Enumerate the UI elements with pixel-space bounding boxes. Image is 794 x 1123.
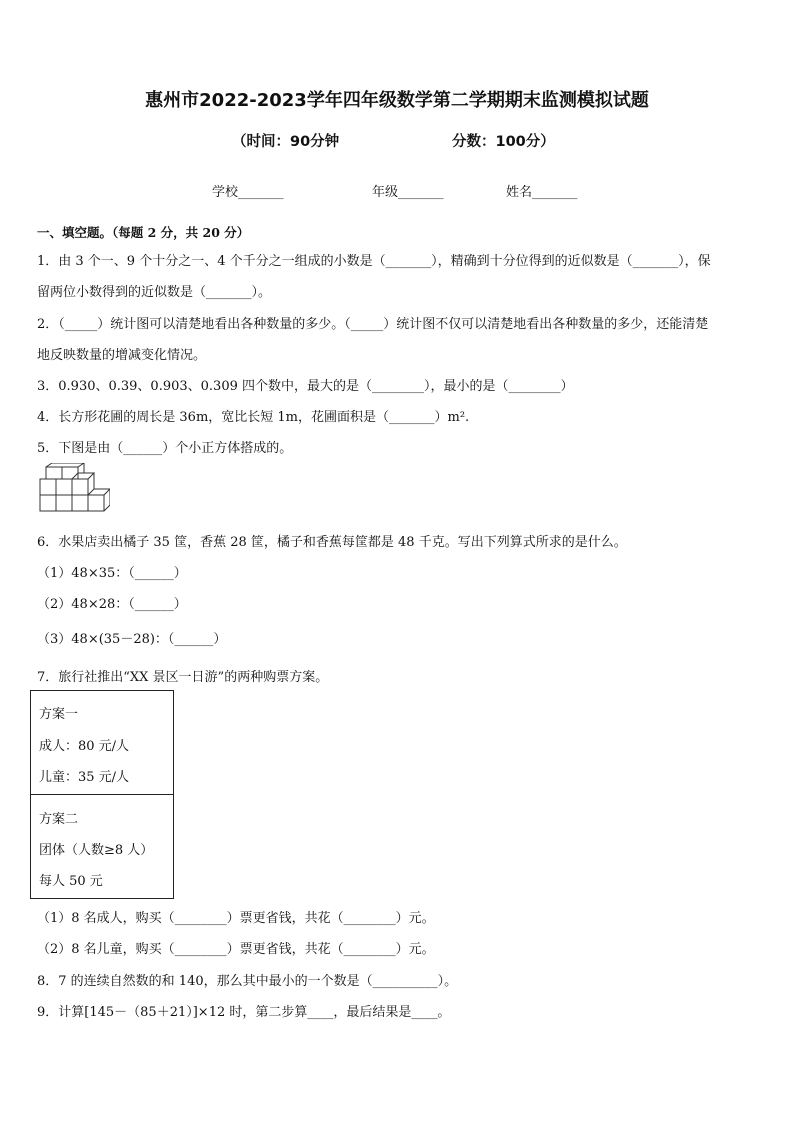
school-field: 学校_______ bbox=[212, 185, 284, 200]
question-4: 4．长方形花圃的周长是 36m，宽比长短 1m，花圃面积是（_______）m². bbox=[37, 410, 470, 425]
plan-two-price: 每人 50 元 bbox=[39, 874, 103, 889]
name-field: 姓名_______ bbox=[506, 185, 578, 200]
question-6-part-3: （3）48×(35－28)：（______） bbox=[37, 632, 227, 647]
plan-one-child-price: 儿童：35 元/人 bbox=[39, 770, 130, 785]
grade-field: 年级_______ bbox=[372, 185, 444, 200]
question-7-part-2: （2）8 名儿童，购买（________）票更省钱，共花（________）元。 bbox=[37, 942, 435, 957]
question-1-line-1: 1．由 3 个一、9 个十分之一、4 个千分之一组成的小数是（_______），精确到十分位得到的近似数是（_______），保 bbox=[37, 254, 711, 269]
question-6: 6．水果店卖出橘子 35 筐，香蕉 28 筐，橘子和香蕉每筐都是 48 千克。写出下列算式所求的是什么。 bbox=[37, 535, 627, 550]
question-3: 3．0.930、0.39、0.903、0.309 四个数中，最大的是（________），最小的是（________） bbox=[37, 379, 574, 394]
cube-stack-figure bbox=[38, 463, 110, 515]
plan-two-title: 方案二 bbox=[39, 812, 79, 827]
question-2-line-2: 地反映数量的增减变化情况。 bbox=[37, 348, 207, 363]
plan-one-adult-price: 成人：80 元/人 bbox=[39, 739, 130, 754]
page-title: 惠州市2022-2023学年四年级数学第二学期期末监测模拟试题 bbox=[145, 90, 649, 111]
question-1-line-2: 留两位小数得到的近似数是（_______）。 bbox=[37, 285, 272, 300]
plan-one-box bbox=[30, 690, 174, 795]
question-8: 8．7 的连续自然数的和 140，那么其中最小的一个数是（__________）。 bbox=[37, 974, 458, 989]
plan-one-title: 方案一 bbox=[39, 707, 79, 722]
question-6-part-1: （1）48×35：（______） bbox=[37, 566, 187, 581]
question-6-part-2: （2）48×28：（______） bbox=[37, 597, 187, 612]
plan-two-group-rule: 团体（人数≥8 人） bbox=[39, 843, 154, 858]
question-7-part-1: （1）8 名成人，购买（________）票更省钱，共花（________）元。 bbox=[37, 911, 435, 926]
exam-score: 分数：100分） bbox=[452, 134, 555, 150]
plan-two-box bbox=[30, 794, 174, 899]
question-9: 9．计算[145－（85＋21）]×12 时，第二步算____，最后结果是____。 bbox=[37, 1005, 451, 1020]
section-heading: 一、填空题。（每题 2 分，共 20 分） bbox=[37, 225, 250, 240]
question-7: 7．旅行社推出“XX 景区一日游”的两种购票方案。 bbox=[37, 670, 329, 685]
exam-time: （时间：90分钟 bbox=[232, 134, 340, 150]
question-5: 5．下图是由（______）个小正方体搭成的。 bbox=[37, 441, 293, 456]
question-2-line-1: 2．（_____）统计图可以清楚地看出各种数量的多少。（_____）统计图不仅可以清楚地看出各种数量的多少，还能清楚 bbox=[37, 317, 709, 332]
